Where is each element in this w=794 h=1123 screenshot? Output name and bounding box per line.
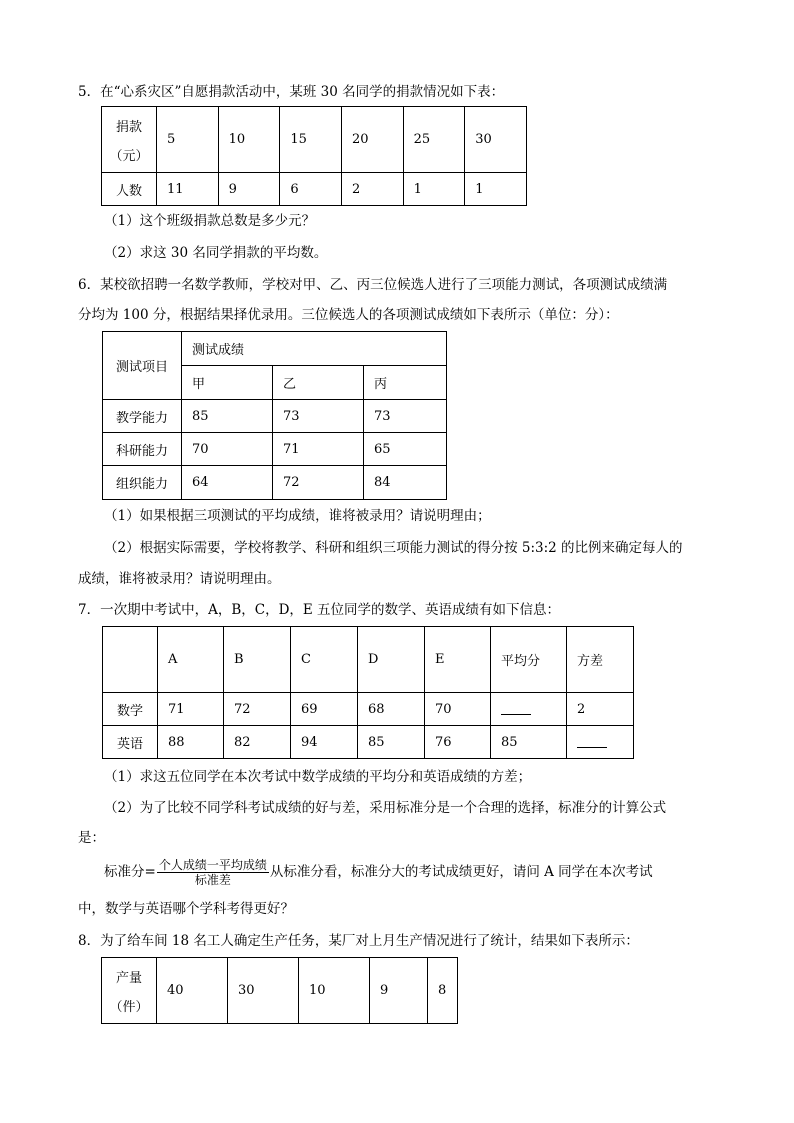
q7-sub2-line4: 中，数学与英语哪个学科考得更好？ <box>78 901 294 917</box>
q6-cell: 70 <box>182 433 273 466</box>
q6-candidate: 乙 <box>273 366 364 400</box>
q6-cell: 64 <box>182 466 273 500</box>
q6-stem-line1: 6．某校欲招聘一名数学教师，学校对甲、乙、丙三位候选人进行了三项能力测试，各项测试成绩满 <box>78 277 668 293</box>
q7-cell: 88 <box>158 726 224 759</box>
q7-cell: 94 <box>291 726 358 759</box>
q7-header: C <box>291 627 358 693</box>
q7-cell: 69 <box>291 693 358 726</box>
q8-cell: 40 <box>157 958 228 1024</box>
q5-cell: 1 <box>403 173 465 206</box>
q7-formula-numerator: 个人成绩一平均成绩 <box>158 858 267 872</box>
q6-header-score: 测试成绩 <box>182 332 447 366</box>
q7-header: 方差 <box>567 627 634 693</box>
q6-stem-line2: 分均为 100 分，根据结果择优录用。三位候选人的各项测试成绩如下表所示（单位：分）： <box>78 307 619 323</box>
q5-cell: 25 <box>403 107 465 173</box>
q7-corner <box>103 627 158 693</box>
q5-cell: 30 <box>465 107 527 173</box>
q6-row-label: 科研能力 <box>103 433 182 466</box>
q5-label-donation: 捐款 （元） <box>102 107 157 173</box>
q7-formula-suffix: 从标准分看，标准分大的考试成绩更好，请问 A 同学在本次考试 <box>269 864 653 880</box>
q7-english-label: 英语 <box>103 726 158 759</box>
q5-cell: 5 <box>157 107 219 173</box>
q7-formula-fraction <box>157 858 269 887</box>
q7-sub1: （1）求这五位同学在本次考试中数学成绩的平均分和英语成绩的方差； <box>104 769 532 785</box>
q6-table <box>102 331 447 500</box>
q5-cell: 11 <box>157 173 219 206</box>
q5-cell: 6 <box>280 173 342 206</box>
q7-table <box>102 626 634 759</box>
q7-formula-denominator: 标准差 <box>194 873 231 887</box>
q7-cell: 85 <box>491 726 567 759</box>
q7-cell: 85 <box>358 726 425 759</box>
q7-cell: 76 <box>425 726 491 759</box>
q7-cell: 2 <box>567 693 634 726</box>
q5-cell: 1 <box>465 173 527 206</box>
q8-cell: 9 <box>370 958 428 1024</box>
q5-sub1: （1）这个班级捐款总数是多少元？ <box>104 213 316 229</box>
q6-cell: 85 <box>182 400 273 433</box>
q6-sub2-line1: （2）根据实际需要，学校将教学、科研和组织三项能力测试的得分按 5:3:2 的比例来确定每人的 <box>104 540 683 556</box>
q5-cell: 20 <box>341 107 403 173</box>
q7-cell: 82 <box>224 726 291 759</box>
q6-candidate: 丙 <box>364 366 447 400</box>
q7-formula-line <box>104 855 653 889</box>
q7-math-avg-blank <box>491 693 567 726</box>
q7-header: E <box>425 627 491 693</box>
q6-cell: 73 <box>273 400 364 433</box>
q6-candidate: 甲 <box>182 366 273 400</box>
q7-header: D <box>358 627 425 693</box>
q6-cell: 84 <box>364 466 447 500</box>
q6-sub1: （1）如果根据三项测试的平均成绩，谁将被录用？请说明理由； <box>104 508 491 524</box>
q7-header: A <box>158 627 224 693</box>
q7-english-var-blank <box>567 726 634 759</box>
q6-cell: 71 <box>273 433 364 466</box>
q5-label-count: 人数 <box>102 173 157 206</box>
q7-sub2-line2: 是： <box>78 830 105 846</box>
q5-stem: 5．在“心系灾区”自愿捐款活动中，某班 30 名同学的捐款情况如下表： <box>78 84 505 100</box>
q8-cell: 8 <box>428 958 458 1024</box>
q8-cell: 30 <box>228 958 299 1024</box>
q8-cell: 10 <box>299 958 370 1024</box>
q6-cell: 73 <box>364 400 447 433</box>
q7-cell: 68 <box>358 693 425 726</box>
q7-formula-prefix: 标准分= <box>104 864 156 880</box>
q6-row-label: 组织能力 <box>103 466 182 500</box>
q6-cell: 65 <box>364 433 447 466</box>
q7-math-label: 数学 <box>103 693 158 726</box>
q5-cell: 15 <box>280 107 342 173</box>
q8-table <box>101 957 458 1024</box>
q7-header: 平均分 <box>491 627 567 693</box>
q7-cell: 71 <box>158 693 224 726</box>
q5-cell: 9 <box>218 173 280 206</box>
q7-header: B <box>224 627 291 693</box>
q6-sub2-line2: 成绩，谁将被录用？请说明理由。 <box>78 571 281 587</box>
q5-cell: 2 <box>341 173 403 206</box>
q5-table <box>101 106 527 206</box>
q5-cell: 10 <box>218 107 280 173</box>
q8-label: 产量 （件） <box>102 958 157 1024</box>
q5-sub2: （2）求这 30 名同学捐款的平均数。 <box>104 245 328 261</box>
q7-cell: 72 <box>224 693 291 726</box>
q6-row-label: 教学能力 <box>103 400 182 433</box>
q8-stem: 8．为了给车间 18 名工人确定生产任务，某厂对上月生产情况进行了统计，结果如下表所示： <box>78 933 639 949</box>
q6-header-item: 测试项目 <box>103 332 182 400</box>
q6-cell: 72 <box>273 466 364 500</box>
q7-cell: 70 <box>425 693 491 726</box>
q7-stem: 7．一次期中考试中，A，B，C，D，E 五位同学的数学、英语成绩有如下信息： <box>78 602 561 618</box>
q7-sub2-line1: （2）为了比较不同学科考试成绩的好与差，采用标准分是一个合理的选择，标准分的计算公式 <box>104 800 667 816</box>
